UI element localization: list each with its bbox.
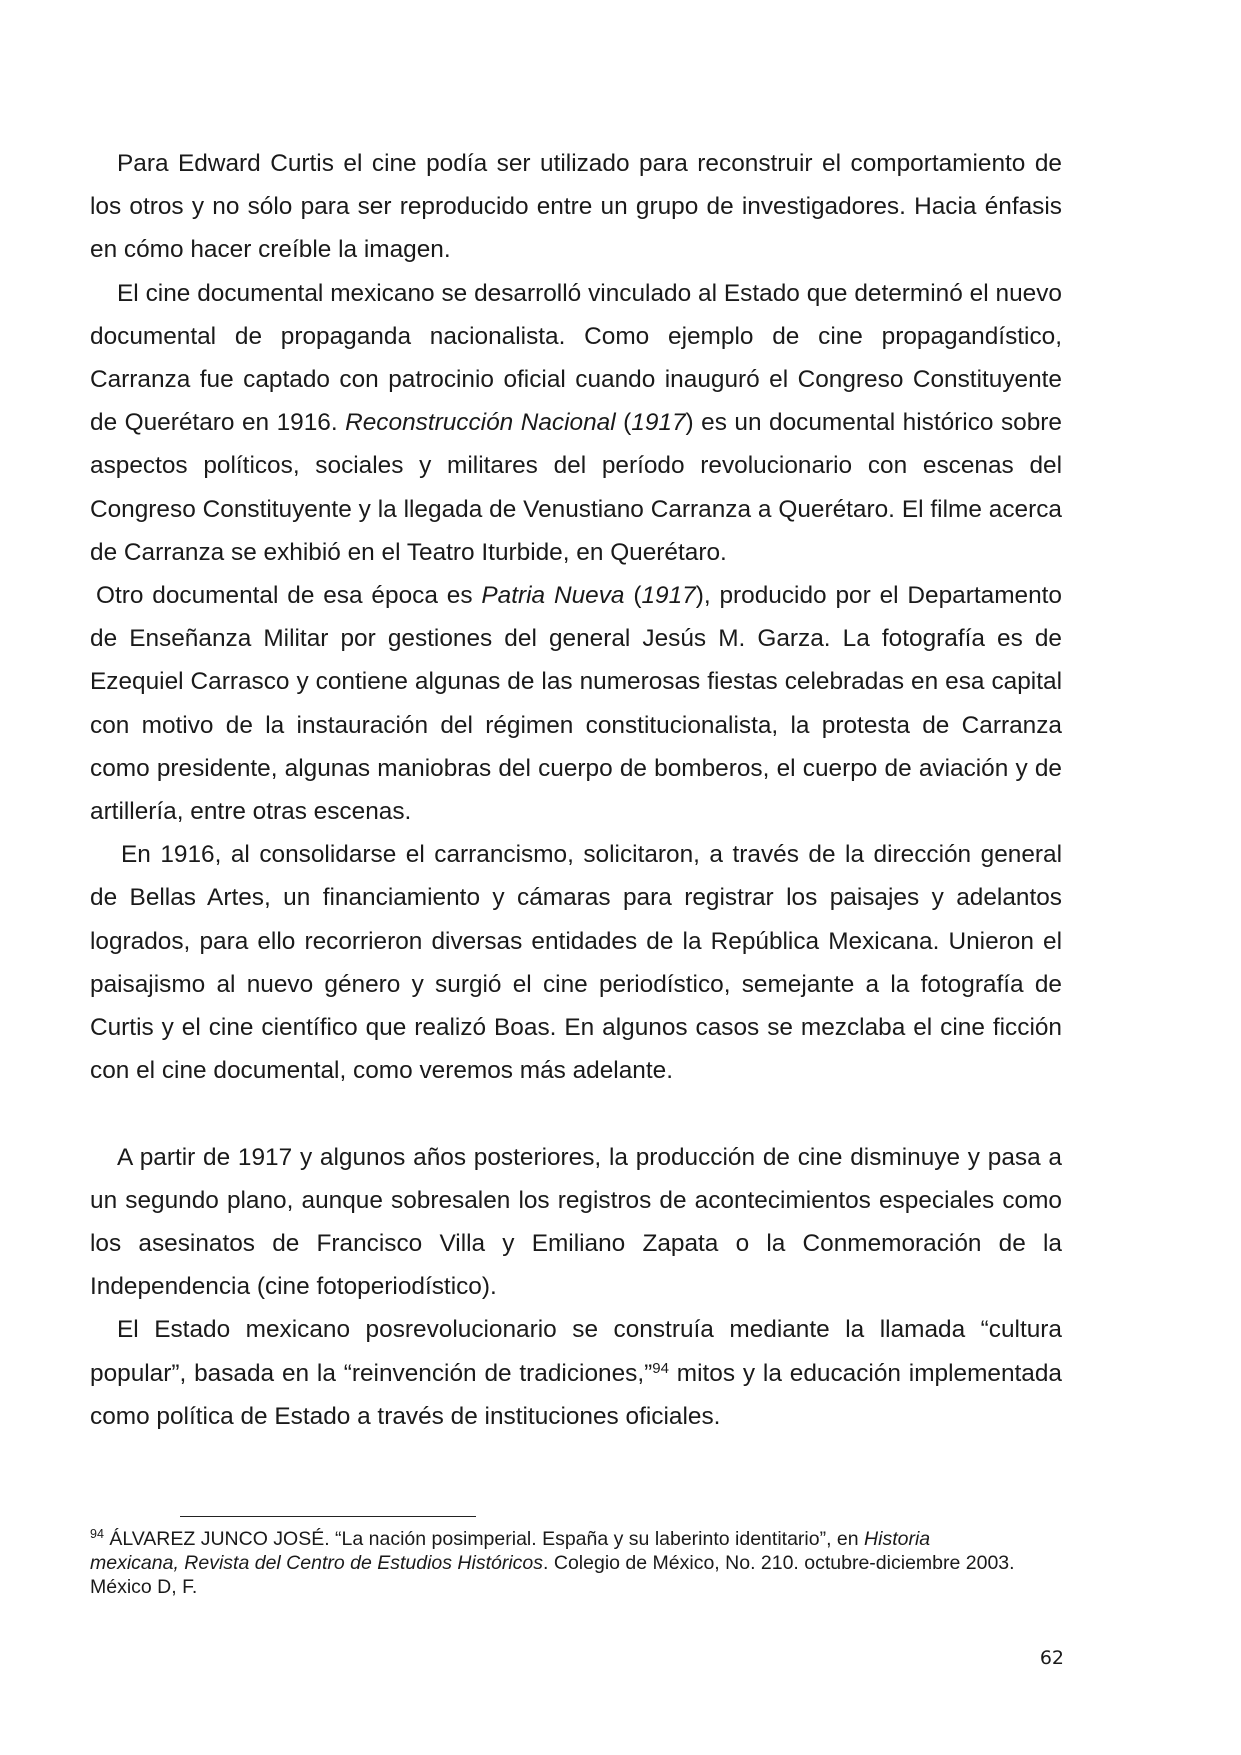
film-year: 1917: [631, 409, 686, 437]
paragraph-patria-nueva: Otro documental de esa época es Patria Nueva (1917), producido por el Departamento de Enseñanza Militar por gestiones del general Jesús M. Garza. La fotografía es de Ezequiel Carrasco y contiene algunas de las numerosas fiestas celebradas en esa capital con motivo de la instauración del régimen constitucionalista, la protesta de Carranza como presidente, algunas maniobras del cuerpo de bomberos, el cuerpo de aviación y de artillería, entre otras escenas.: [90, 582, 1062, 826]
paragraph-1917: A partir de 1917 y algunos años posteriores, la producción de cine disminuye y pasa a un segundo plano, aunque sobresalen los registros de acontecimientos especiales como los asesinatos de Francisco Villa y Emiliano Zapata o la Conmemoración de la Independencia (cine fotoperiodístico).: [90, 1143, 1062, 1301]
footnote: $^{94}$ ÁLVAREZ JUNCO JOSÉ. “La nación posimperial. España y su laberinto identitario”, en Historia mexicana, Revista del Centro de Estudios Históricos. Colegio de México, No. 210. octubre-diciembre 2003. México D, F.: [90, 1527, 1015, 1598]
paragraph-documental-mexicano: El cine documental mexicano se desarrolló vinculado al Estado que determinó el nuevo documental de propaganda nacionalista. Como ejemplo de cine propagandístico, Carranza fue captado con patrocinio oficial cuando inauguró el Congreso Constituyente de Querétaro en 1916. Reconstrucción Nacional (1917) es un documental histórico sobre aspectos políticos, sociales y militares del período revolucionario con escenas del Congreso Constituyente y la llegada de Venustiano Carranza a Querétaro. El filme acerca de Carranza se exhibió en el Teatro Iturbide, en Querétaro.: [90, 279, 1062, 566]
paragraph-carrancismo: En 1916, al consolidarse el carrancismo, solicitaron, a través de la dirección general de Bellas Artes, un financiamiento y cámaras para registrar los paisajes y adelantos logrados, para ello recorrieron diversas entidades de la República Mexicana. Unieron el paisajismo al nuevo género y surgió el cine periodístico, semejante a la fotografía de Curtis y el cine científico que realizó Boas. En algunos casos se mezclaba el cine ficción con el cine documental, como veremos más adelante.: [90, 841, 1062, 1085]
film-title-reconstruccion: Reconstrucción Nacional: [345, 409, 616, 437]
footnote-number: 94: [90, 1527, 104, 1541]
paragraph-gap: [90, 1092, 1062, 1135]
paragraph-estado-posrevolucionario: El Estado mexicano posrevolucionario se construía mediante la llamada “cultura popular”, basada en la “reinvención de tradiciones,”$^{94}$ mitos y la educación implementada como política de Estado a través de instituciones oficiales.: [90, 1316, 1062, 1430]
body-text: [90, 142, 1062, 1438]
paragraph-curtis: Para Edward Curtis el cine podía ser utilizado para reconstruir el comportamiento de los otros y no sólo para ser reproducido entre un grupo de investigadores. Hacia énfasis en cómo hacer creíble la imagen.: [90, 150, 1062, 264]
footnote-journal-title: Historia mexicana, Revista del Centro de Estudios Históricos: [90, 1528, 931, 1574]
footnote-separator: [180, 1516, 476, 1517]
film-title-patria-nueva: Patria Nueva: [481, 582, 625, 610]
page-number: 62: [1039, 1647, 1064, 1669]
footnote-reference[interactable]: 94: [652, 1359, 669, 1377]
film-year: 1917: [641, 582, 696, 610]
